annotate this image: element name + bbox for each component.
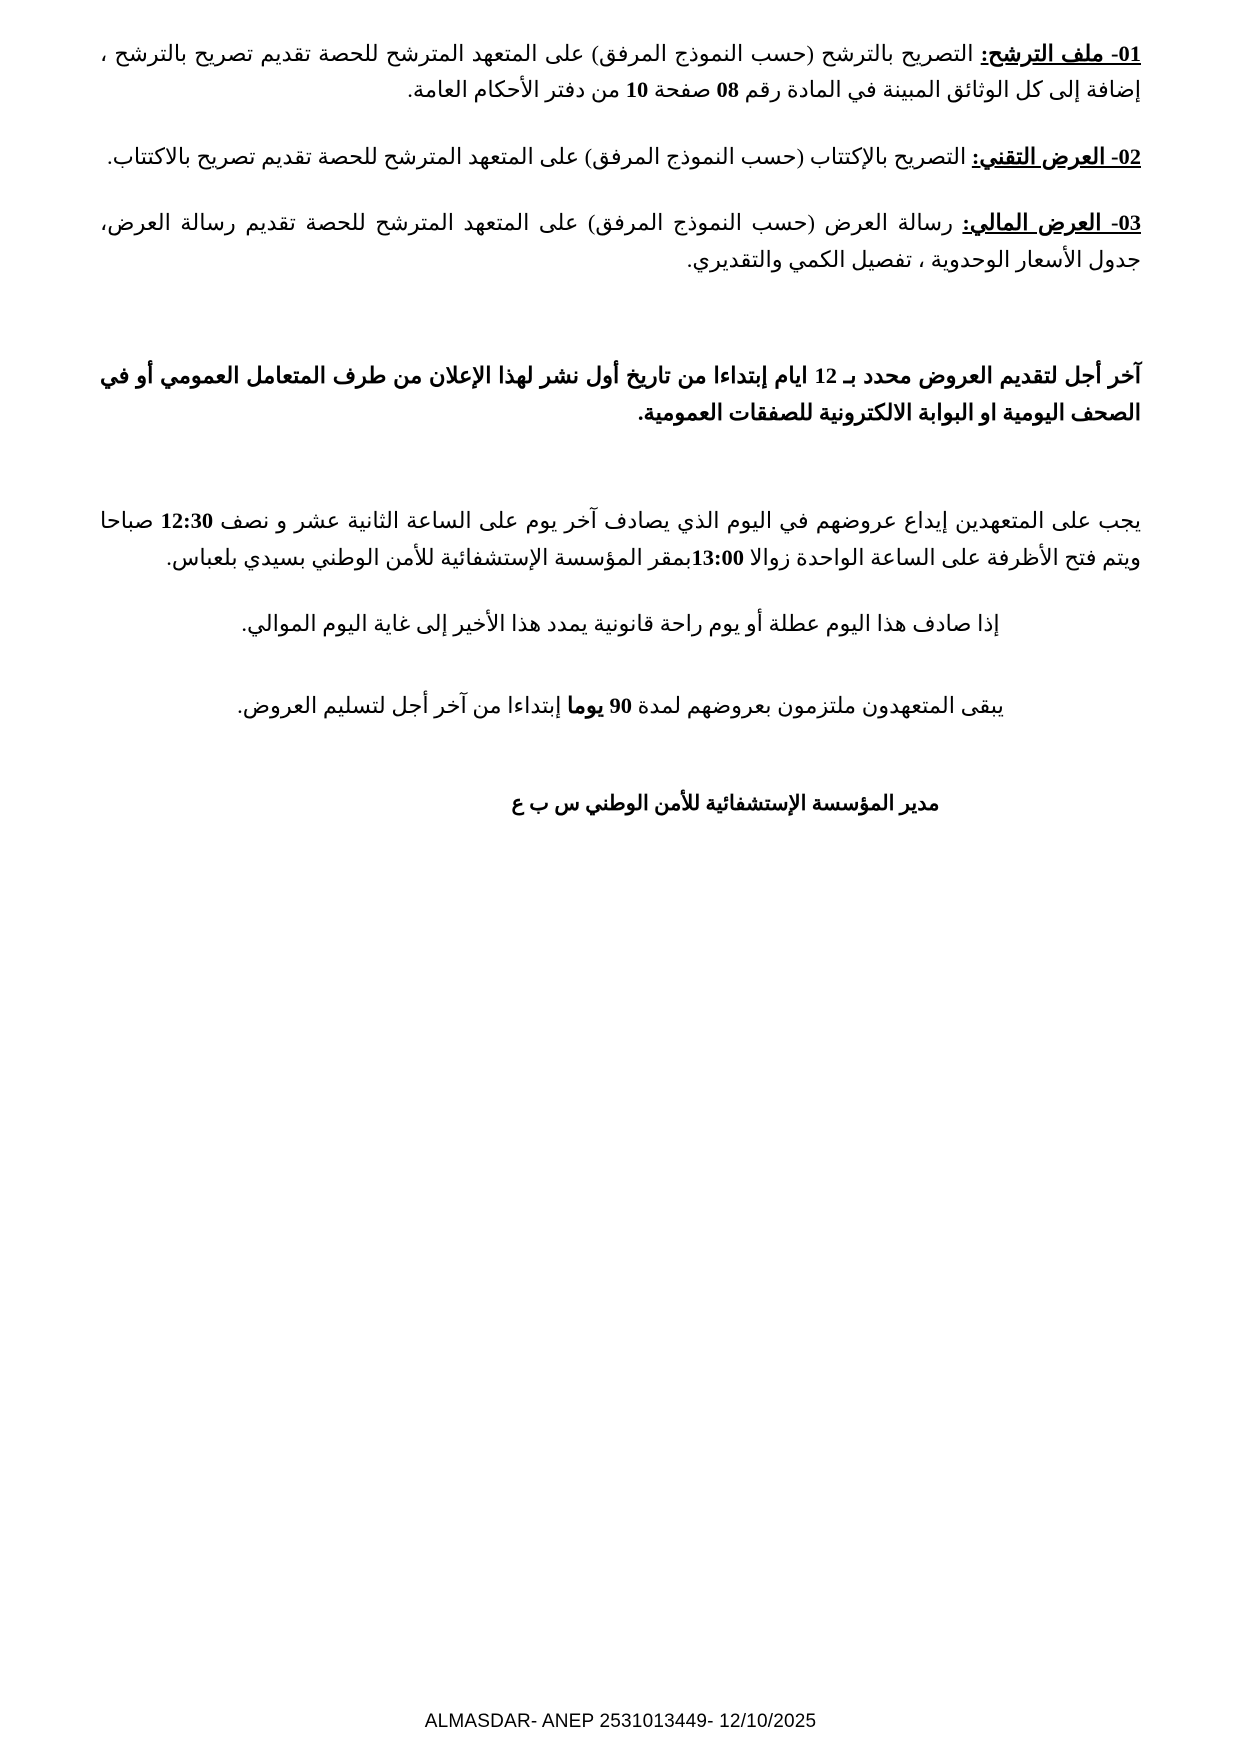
section-financial-offer-body: رسالة العرض (حسب النموذج المرفق) على المتعهد المترشح للحصة تقديم رسالة العرض، جدول الأسعار الوحدوية ، تفصيل الكمي والتقديري. <box>100 210 1141 272</box>
holiday-rule-paragraph: إذا صادف هذا اليوم عطلة أو يوم راحة قانونية يمدد هذا الأخير إلى غاية اليوم الموالي. <box>241 610 1000 636</box>
section-technical-offer <box>100 139 1141 175</box>
deadline-paragraph: آخر أجل لتقديم العروض محدد بـ 12 ايام إبتداءا من تاريخ أول نشر لهذا الإعلان من طرف المتعامل العمومي أو في الصحف اليومية او البوابة الالكترونية للصفقات العمومية. <box>100 363 1141 425</box>
footer-reference: ALMASDAR- ANEP 2531013449- 12/10/2025 <box>424 1711 817 1732</box>
opening-time-paragraph: يجب على المتعهدين إيداع عروضهم في اليوم الذي يصادف آخر يوم على الساعة الثانية عشر و نصف 12:30 صباحا ويتم فتح الأظرفة على الساعة الواحدة زوالا 13:00بمقر المؤسسة الإستشفائية للأمن الوطني بسيدي بلعباس. <box>100 508 1141 570</box>
section-technical-offer-body: التصريح بالإكتتاب (حسب النموذج المرفق) على المتعهد المترشح للحصة تقديم تصريح بالاكتتاب. <box>107 143 972 169</box>
section-financial-offer <box>100 205 1141 278</box>
signature-block: مدير المؤسسة الإستشفائية للأمن الوطني س ب ع <box>511 790 940 815</box>
section-technical-offer-label: 02- العرض التقني: <box>971 143 1141 169</box>
offer-validity-paragraph: يبقى المتعهدون ملتزمون بعروضهم لمدة 90 يوما إبتداءا من آخر أجل لتسليم العروض. <box>237 693 1004 719</box>
section-candidature-file-body: التصريح بالترشح (حسب النموذج المرفق) على المتعهد المترشح للحصة تقديم تصريح بالترشح ، إضافة إلى كل الوثائق المبينة في المادة رقم 08 صفحة 10 من دفتر الأحكام العامة. <box>100 41 1141 103</box>
section-candidature-file-label: 01- ملف الترشح: <box>980 41 1141 66</box>
section-financial-offer-label: 03- العرض المالي: <box>962 210 1141 236</box>
section-candidature-file <box>100 36 1141 109</box>
